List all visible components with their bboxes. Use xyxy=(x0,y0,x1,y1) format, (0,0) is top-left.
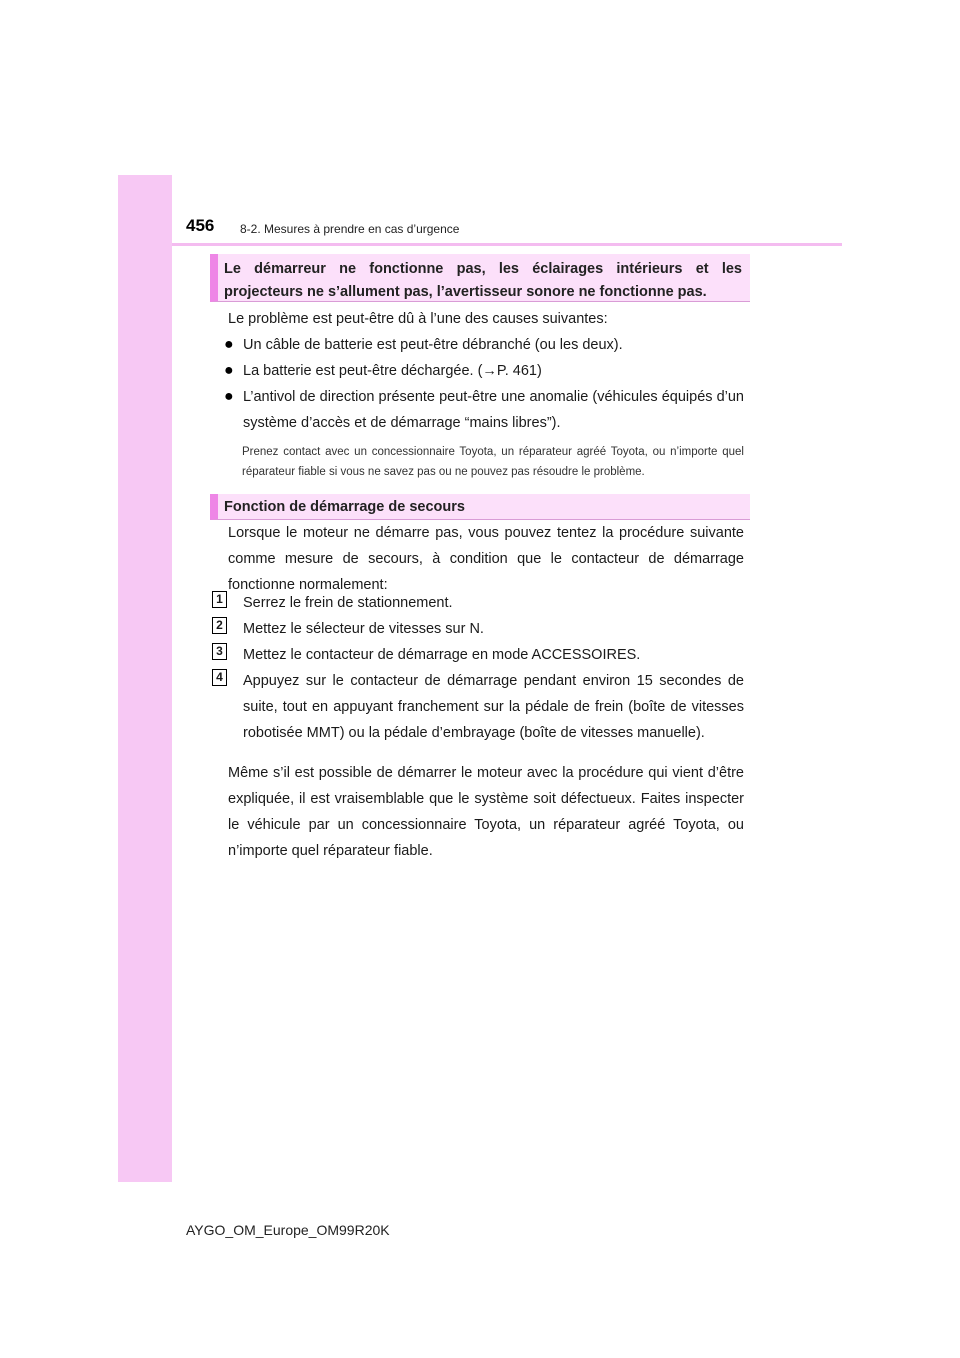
step-text: Mettez le contacteur de démarrage en mode ACCESSOIRES. xyxy=(243,647,641,663)
step-item xyxy=(212,616,744,642)
bullet-dot-icon: ● xyxy=(224,336,234,353)
bullet-dot-icon: ● xyxy=(224,362,234,379)
emergency-intro: Lorsque le moteur ne démarre pas, vous pouvez tentez la procédure suivante comme mesure de secours, à condition que le contacteur de démarrage fonctionne normalement: xyxy=(228,525,744,593)
side-color-band xyxy=(118,175,172,1182)
cause-text: Un câble de batterie est peut-être débranché (ou les deux). xyxy=(243,337,623,353)
cause-text: L’antivol de direction présente peut-être une anomalie (véhicules équipés d’un système d’accès et de démarrage “mains libres”). xyxy=(243,389,744,431)
section-title: 8-2. Mesures à prendre en cas d’urgence xyxy=(240,222,460,236)
page-number: 456 xyxy=(186,216,215,235)
bullet-dot-icon: ● xyxy=(224,388,234,405)
document-code: AYGO_OM_Europe_OM99R20K xyxy=(186,1222,390,1238)
causes-intro: Le problème est peut-être dû à l’une des causes suivantes: xyxy=(228,311,608,327)
section-heading-starter-failure: Le démarreur ne fonctionne pas, les éclairages intérieurs et les projecteurs ne s’allument pas, l’avertisseur sonore ne fonctionne pas. xyxy=(210,254,750,302)
cause-bullet xyxy=(224,384,744,436)
step-item xyxy=(212,590,744,616)
step-number-badge: 1 xyxy=(212,591,227,608)
step-number-badge: 2 xyxy=(212,617,227,634)
step-item xyxy=(212,642,744,668)
step-item xyxy=(212,668,744,746)
section-heading-emergency-start: Fonction de démarrage de secours xyxy=(210,494,750,520)
cause-bullet xyxy=(224,358,744,384)
closing-paragraph: Même s’il est possible de démarrer le moteur avec la procédure qui vient d’être expliquée, il est vraisemblable que le système soit défectueux. Faites inspecter le véhicule par un concessionnaire Toyota, un réparateur agréé Toyota, ou n’importe quel réparateur fiable. xyxy=(228,765,744,859)
step-number-badge: 3 xyxy=(212,643,227,660)
step-number-badge: 4 xyxy=(212,669,227,686)
cause-bullet xyxy=(224,332,744,358)
step-text: Serrez le frein de stationnement. xyxy=(243,595,453,611)
step-text: Appuyez sur le contacteur de démarrage pendant environ 15 secondes de suite, tout en appuyant franchement sur la pédale de frein (boîte de vitesses robotisée MMT) ou la pédale d’embrayage (boîte de vitesses manuelle). xyxy=(243,673,744,741)
header-rule xyxy=(172,243,842,246)
cause-text-page-ref[interactable]: La batterie est peut-être déchargée. (→P. 461) xyxy=(243,363,542,379)
dealer-note: Prenez contact avec un concessionnaire Toyota, un réparateur agréé Toyota, ou n’importe quel réparateur fiable si vous ne savez pas ou ne pouvez pas résoudre le problème. xyxy=(242,446,744,478)
step-text: Mettez le sélecteur de vitesses sur N. xyxy=(243,621,484,637)
